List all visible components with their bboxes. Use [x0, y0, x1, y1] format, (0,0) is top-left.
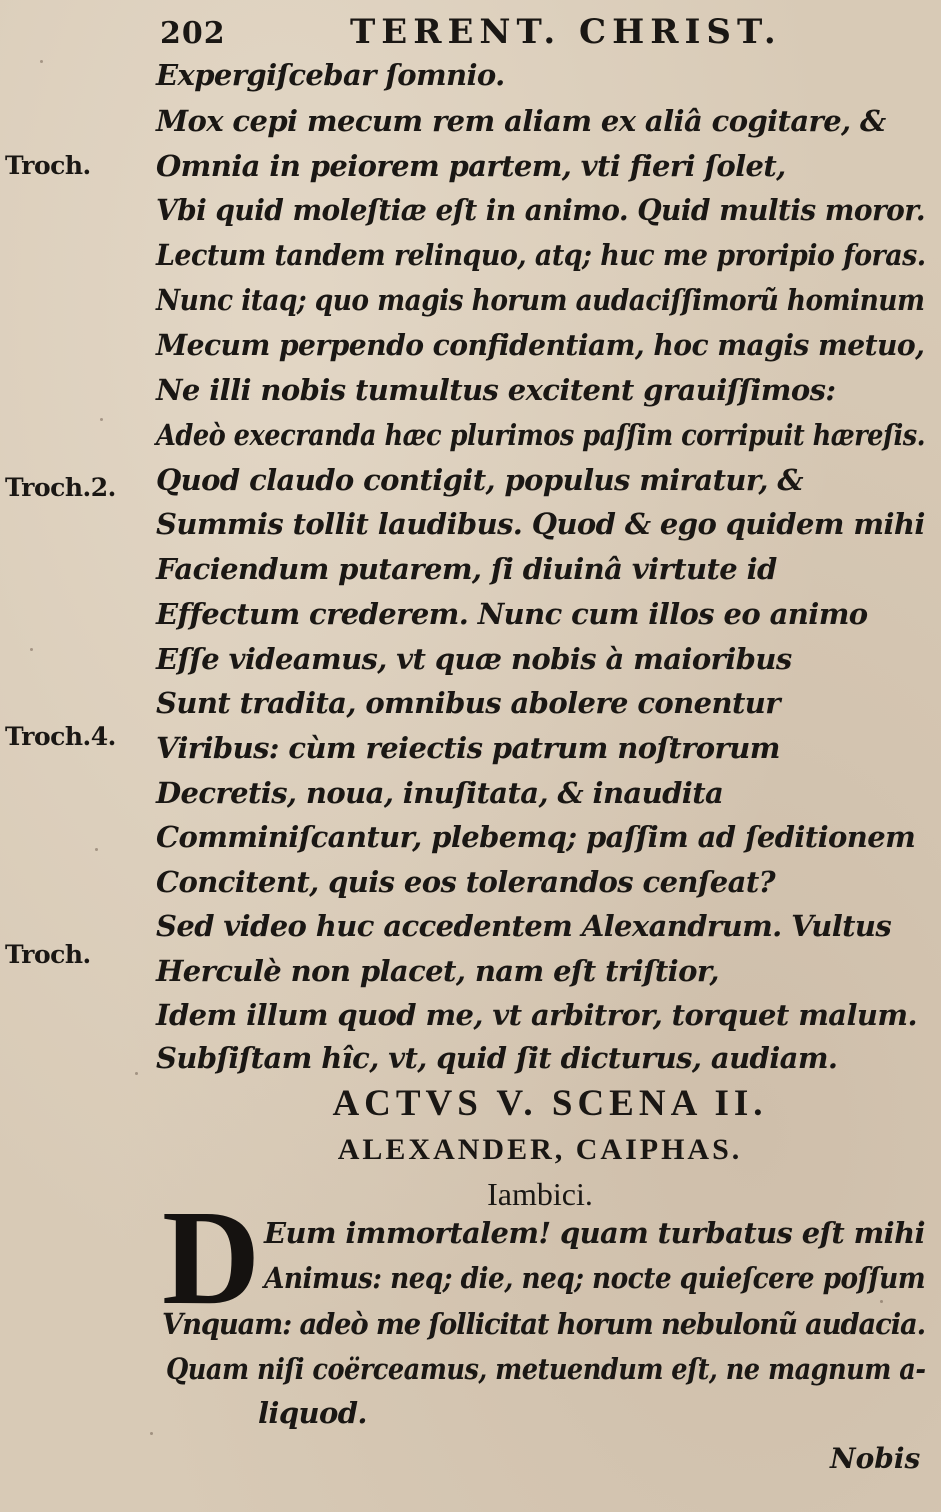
verse-line: Quam niſi coërceamus, metuendum eſt, ne magnum a-	[166, 1352, 926, 1386]
verse-line: liquod.	[258, 1396, 367, 1430]
catchword: Nobis	[830, 1442, 921, 1475]
scene-title: ACTVS V. SCENA II.	[332, 1083, 768, 1124]
scene-characters: ALEXANDER, CAIPHAS.	[337, 1133, 743, 1166]
verse-line: Animus: neq; die, neq; nocte quieſcere poſſum	[264, 1261, 926, 1295]
verse-line: Faciendum putarem, ſi diuinâ virtute id	[156, 552, 777, 586]
paper-speck	[920, 1220, 923, 1223]
verse-line: Lectum tandem relinquo, atq; huc me proripio foras.	[156, 238, 926, 272]
verse-line: Mox cepi mecum rem aliam ex aliâ cogitare, &	[156, 104, 886, 138]
verse-line: Summis tollit laudibus. Quod & ego quidem mihi	[156, 507, 925, 541]
drop-cap: D	[162, 1183, 261, 1333]
verse-line: Omnia in peiorem partem, vti fieri ſolet,	[156, 149, 786, 183]
verse-line: Effectum crederem. Nunc cum illos eo animo	[156, 597, 868, 631]
verse-line: Subſiſtam hîc, vt, quid ſit dicturus, audiam.	[156, 1041, 838, 1075]
scene-meter: Iambici.	[487, 1176, 593, 1212]
verse-line: Adeò execranda hæc plurimos paſſim corripuit hæreſis.	[156, 418, 926, 452]
marginal-note: Troch.4.	[5, 722, 116, 751]
marginal-note: Troch.	[5, 940, 91, 969]
verse-line: Sunt tradita, omnibus abolere conentur	[156, 686, 780, 720]
verse-line: Herculè non placet, nam eſt triſtior,	[156, 954, 719, 988]
running-head: TERENT. CHRIST.	[350, 12, 782, 52]
verse-line: Vnquam: adeò me ſollicitat horum nebulonũ audacia.	[162, 1307, 925, 1341]
marginal-note: Troch.	[5, 151, 91, 180]
verse-line: Vbi quid moleſtiæ eſt in animo. Quid multis moror.	[156, 193, 926, 227]
paper-speck	[95, 848, 98, 851]
verse-line: Expergiſcebar ſomnio.	[156, 58, 505, 92]
paper-speck	[40, 60, 43, 63]
paper-speck	[30, 648, 33, 651]
paper-speck	[135, 1072, 138, 1075]
verse-line: Ne illi nobis tumultus excitent grauiſſimos:	[156, 373, 836, 407]
verse-line: Eum immortalem! quam turbatus eſt mihi	[264, 1216, 925, 1250]
paper-speck	[100, 418, 103, 421]
verse-line: Idem illum quod me, vt arbitror, torquet malum.	[156, 998, 917, 1032]
page-header	[160, 10, 920, 50]
verse-line: Concitent, quis eos tolerandos cenſeat?	[156, 865, 776, 899]
verse-line: Viribus: cùm reiectis patrum noſtrorum	[156, 731, 780, 765]
verse-line: Comminiſcantur, plebemq; paſſim ad ſeditionem	[156, 820, 916, 854]
verse-line: Mecum perpendo confidentiam, hoc magis metuo,	[156, 328, 925, 362]
page-number: 202	[160, 16, 226, 51]
verse-line: Eſſe videamus, vt quæ nobis à maioribus	[156, 642, 792, 676]
verse-line: Quod claudo contigit, populus miratur, &	[156, 463, 804, 497]
verse-line: Nunc itaq; quo magis horum audaciſſimorũ hominum	[156, 283, 925, 317]
verse-line: Sed video huc accedentem Alexandrum. Vultus	[156, 909, 892, 943]
paper-speck	[150, 1432, 153, 1435]
marginal-note: Troch.2.	[5, 473, 116, 502]
verse-line: Decretis, noua, inuſitata, & inaudita	[156, 776, 724, 810]
paper-speck	[880, 1300, 883, 1303]
